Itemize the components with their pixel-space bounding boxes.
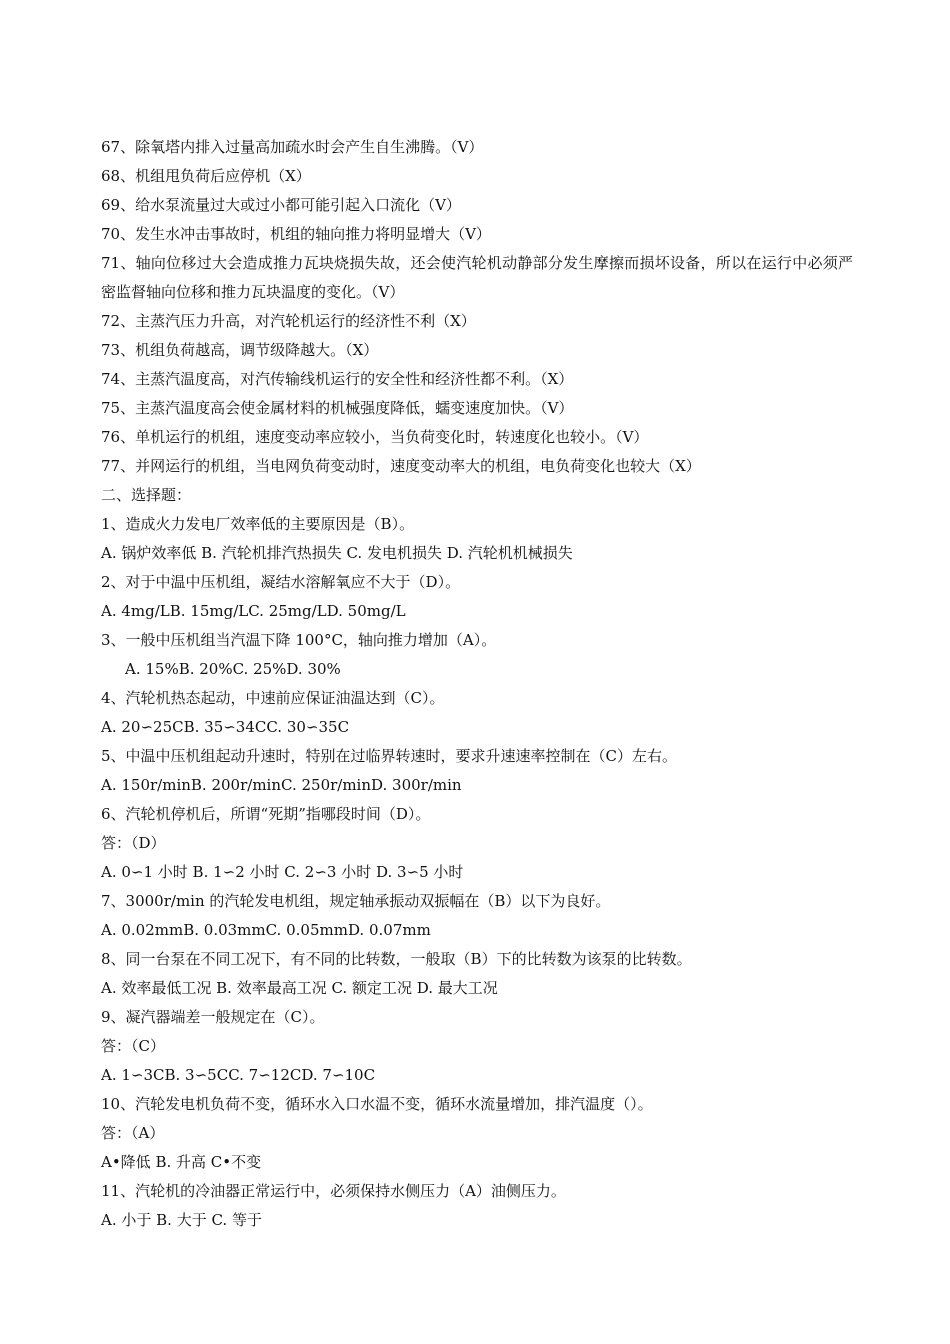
section-heading-choice: 二、选择题： xyxy=(101,486,192,504)
document-body xyxy=(101,133,853,1235)
true-false-item-77: 77、并网运行的机组，当电网负荷变动时，速度变动率大的机组，电负荷变化也较大（X） xyxy=(101,457,701,475)
true-false-item-68: 68、机组甩负荷后应停机（X） xyxy=(101,167,311,185)
choice-options-1: A. 锅炉效率低 B. 汽轮机排汽热损失 C. 发电机损失 D. 汽轮机机械损失 xyxy=(101,544,573,562)
choice-options-6: A. 0∽1 小时 B. 1∽2 小时 C. 2∽3 小时 D. 3∽5 小时 xyxy=(101,863,464,881)
choice-answer-10: 答：（A） xyxy=(101,1124,165,1142)
choice-question-8: 8、同一台泵在不同工况下，有不同的比转数，一般取（B）下的比转数为该泵的比转数。 xyxy=(101,950,692,968)
true-false-item-69: 69、给水泵流量过大或过小都可能引起入口流化（V） xyxy=(101,196,461,214)
choice-question-4: 4、汽轮机热态起动，中速前应保证油温达到（C）。 xyxy=(101,689,445,707)
choice-question-10: 10、汽轮发电机负荷不变，循环水入口水温不变，循环水流量增加，排汽温度（）。 xyxy=(101,1095,653,1113)
choice-options-2: A. 4mg/LB. 15mg/LC. 25mg/LD. 50mg/L xyxy=(101,602,406,620)
choice-options-8: A. 效率最低工况 B. 效率最高工况 C. 额定工况 D. 最大工况 xyxy=(101,979,498,997)
choice-question-3: 3、一般中压机组当汽温下降 100°C，轴向推力增加（A）。 xyxy=(101,631,497,649)
true-false-item-70: 70、发生水冲击事故时，机组的轴向推力将明显增大（V） xyxy=(101,225,491,243)
true-false-item-72: 72、主蒸汽压力升高，对汽轮机运行的经济性不利（X） xyxy=(101,312,476,330)
choice-question-6: 6、汽轮机停机后，所谓“死期”指哪段时间（D）。 xyxy=(101,805,431,823)
choice-options-11: A. 小于 B. 大于 C. 等于 xyxy=(101,1211,262,1229)
choice-question-1: 1、造成火力发电厂效率低的主要原因是（B）。 xyxy=(101,515,415,533)
true-false-item-73: 73、机组负荷越高，调节级降越大。（X） xyxy=(101,341,379,359)
choice-answer-9: 答：（C） xyxy=(101,1037,165,1055)
true-false-item-75: 75、主蒸汽温度高会使金属材料的机械强度降低，蠕变速度加快。（V） xyxy=(101,399,574,417)
choice-question-5: 5、中温中压机组起动升速时，特别在过临界转速时，要求升速速率控制在（C）左右。 xyxy=(101,747,678,765)
choice-question-2: 2、对于中温中压机组，凝结水溶解氧应不大于（D）。 xyxy=(101,573,461,591)
choice-options-10: A•降低 B. 升高 C•不变 xyxy=(101,1153,262,1171)
choice-options-3: A. 15%B. 20%C. 25%D. 30% xyxy=(125,660,341,678)
choice-question-7: 7、3000r/min 的汽轮发电机组，规定轴承振动双振幅在（B）以下为良好。 xyxy=(101,892,611,910)
choice-options-9: A. 1∽3CB. 3∽5CC. 7∽12CD. 7∽10C xyxy=(101,1066,376,1084)
true-false-item-76: 76、单机运行的机组，速度变动率应较小，当负荷变化时，转速度化也较小。（V） xyxy=(101,428,649,446)
true-false-item-67: 67、除氧塔内排入过量高加疏水时会产生自生沸腾。（V） xyxy=(101,138,484,156)
choice-options-7: A. 0.02mmB. 0.03mmC. 0.05mmD. 0.07mm xyxy=(101,921,431,939)
true-false-item-71: 71、轴向位移过大会造成推力瓦块烧损失故，还会使汽轮机动静部分发生摩擦而损坏设备，所以在运行中必须严密监督轴向位移和推力瓦块温度的变化。（V） xyxy=(101,254,853,301)
choice-question-9: 9、凝汽器端差一般规定在（C）。 xyxy=(101,1008,325,1026)
choice-question-11: 11、汽轮机的冷油器正常运行中，必须保持水侧压力（A）油侧压力。 xyxy=(101,1182,566,1200)
true-false-item-74: 74、主蒸汽温度高，对汽传输线机运行的安全性和经济性都不利。（X） xyxy=(101,370,574,388)
choice-options-4: A. 20∽25CB. 35∽34CC. 30∽35C xyxy=(101,718,350,736)
choice-answer-6: 答：（D） xyxy=(101,834,166,852)
choice-options-5: A. 150r/minB. 200r/minC. 250r/minD. 300r/min xyxy=(101,776,462,794)
